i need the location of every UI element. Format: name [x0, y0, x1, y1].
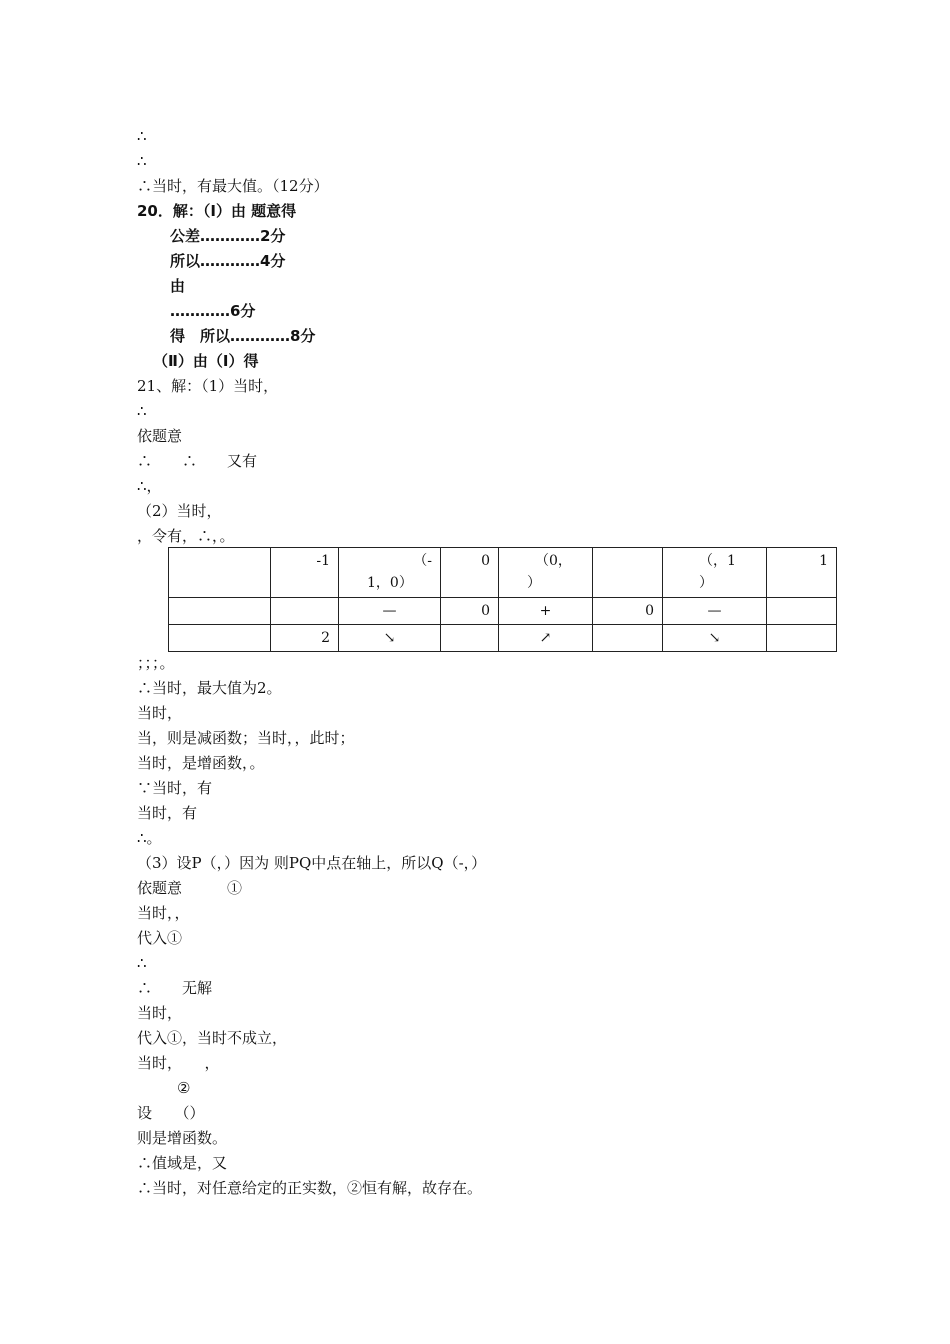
table-cell: ↘ — [339, 625, 441, 652]
part-3-line-c: 代入① — [137, 929, 183, 947]
table-cell: 0 — [441, 598, 499, 625]
table-cell — [593, 548, 663, 598]
problem-20-step-c: 由 — [170, 277, 186, 295]
after-table-line-6: ∵当时，有 — [137, 779, 213, 797]
table-cell: — — [339, 598, 441, 625]
problem-20-part-2: （Ⅱ）由（Ⅰ）得 — [153, 352, 259, 370]
part-3-line-g: 代入①，当时不成立， — [137, 1029, 288, 1047]
table-cell: （，1 ） — [663, 548, 767, 598]
after-table-line-4: 当，则是减函数；当时，，此时； — [137, 729, 355, 747]
part-3-heading: （3）设P（，）因为 则PQ中点在轴上，所以Q（-，） — [137, 854, 487, 872]
table-cell: 0 — [593, 598, 663, 625]
table-cell — [593, 625, 663, 652]
table-cell — [169, 598, 271, 625]
table-cell — [441, 625, 499, 652]
part-3-line-h: 当时， ， — [137, 1054, 220, 1072]
table-row — [169, 625, 837, 652]
line-therefore-1: ∴ — [137, 127, 147, 145]
table-row — [169, 548, 837, 598]
problem-20-step-e: 得 所以…………8分 — [170, 327, 316, 345]
part-3-line-l: ∴值域是，又 — [137, 1154, 228, 1172]
after-table-line-1: ；；；。 — [137, 654, 175, 672]
problem-20-heading: 20．解：（Ⅰ）由 题意得 — [137, 202, 297, 220]
table-cell: 0 — [441, 548, 499, 598]
part-3-line-b: 当时，， — [137, 904, 190, 922]
problem-20-step-b: 所以…………4分 — [170, 252, 286, 270]
table-cell: （- 1，0） — [339, 548, 441, 598]
table-cell: 2 — [271, 625, 339, 652]
part-3-line-e: ∴ 无解 — [137, 979, 213, 997]
after-table-line-3: 当时， — [137, 704, 183, 722]
table-cell — [767, 598, 837, 625]
problem-21-line-d: ∴， — [137, 477, 162, 495]
table-cell: ↘ — [663, 625, 767, 652]
table-cell: 1 — [767, 548, 837, 598]
table-cell — [169, 625, 271, 652]
part-3-line-f: 当时， — [137, 1004, 183, 1022]
after-table-line-8: ∴。 — [137, 829, 162, 847]
part-3-line-i: ② — [177, 1079, 191, 1097]
problem-21-line-f: ，令有，∴，。 — [137, 527, 235, 545]
part-3-line-d: ∴ — [137, 954, 147, 972]
after-table-line-2: ∴当时，最大值为2。 — [137, 679, 282, 697]
table-cell: — — [663, 598, 767, 625]
table-cell: -1 — [271, 548, 339, 598]
table-cell — [169, 548, 271, 598]
part-3-line-j: 设 （） — [137, 1104, 205, 1122]
problem-20-step-d: …………6分 — [170, 302, 256, 320]
table-cell — [767, 625, 837, 652]
table-cell — [271, 598, 339, 625]
after-table-line-5: 当时，是增函数，。 — [137, 754, 265, 772]
table-row — [169, 598, 837, 625]
table-cell: ↗ — [499, 625, 593, 652]
problem-21-line-c: ∴ ∴ 又有 — [137, 452, 258, 470]
problem-21-line-a: ∴ — [137, 402, 147, 420]
problem-21-heading: 21、解：（1）当时， — [137, 377, 279, 395]
problem-20-step-a: 公差…………2分 — [170, 227, 286, 245]
variation-table — [168, 547, 837, 652]
problem-21-part-2: （2）当时， — [137, 502, 222, 520]
problem-21-line-b: 依题意 — [137, 427, 183, 445]
after-table-line-7: 当时，有 — [137, 804, 198, 822]
line-therefore-2: ∴ — [137, 152, 147, 170]
table-cell: + — [499, 598, 593, 625]
part-3-line-k: 则是增函数。 — [137, 1129, 228, 1147]
part-3-conclusion: ∴当时，对任意给定的正实数，②恒有解，故存在。 — [137, 1179, 483, 1197]
part-3-line-a: 依题意 ① — [137, 879, 243, 897]
table-cell: （0， ） — [499, 548, 593, 598]
line-max-value: ∴当时，有最大值。（12分） — [137, 177, 329, 195]
